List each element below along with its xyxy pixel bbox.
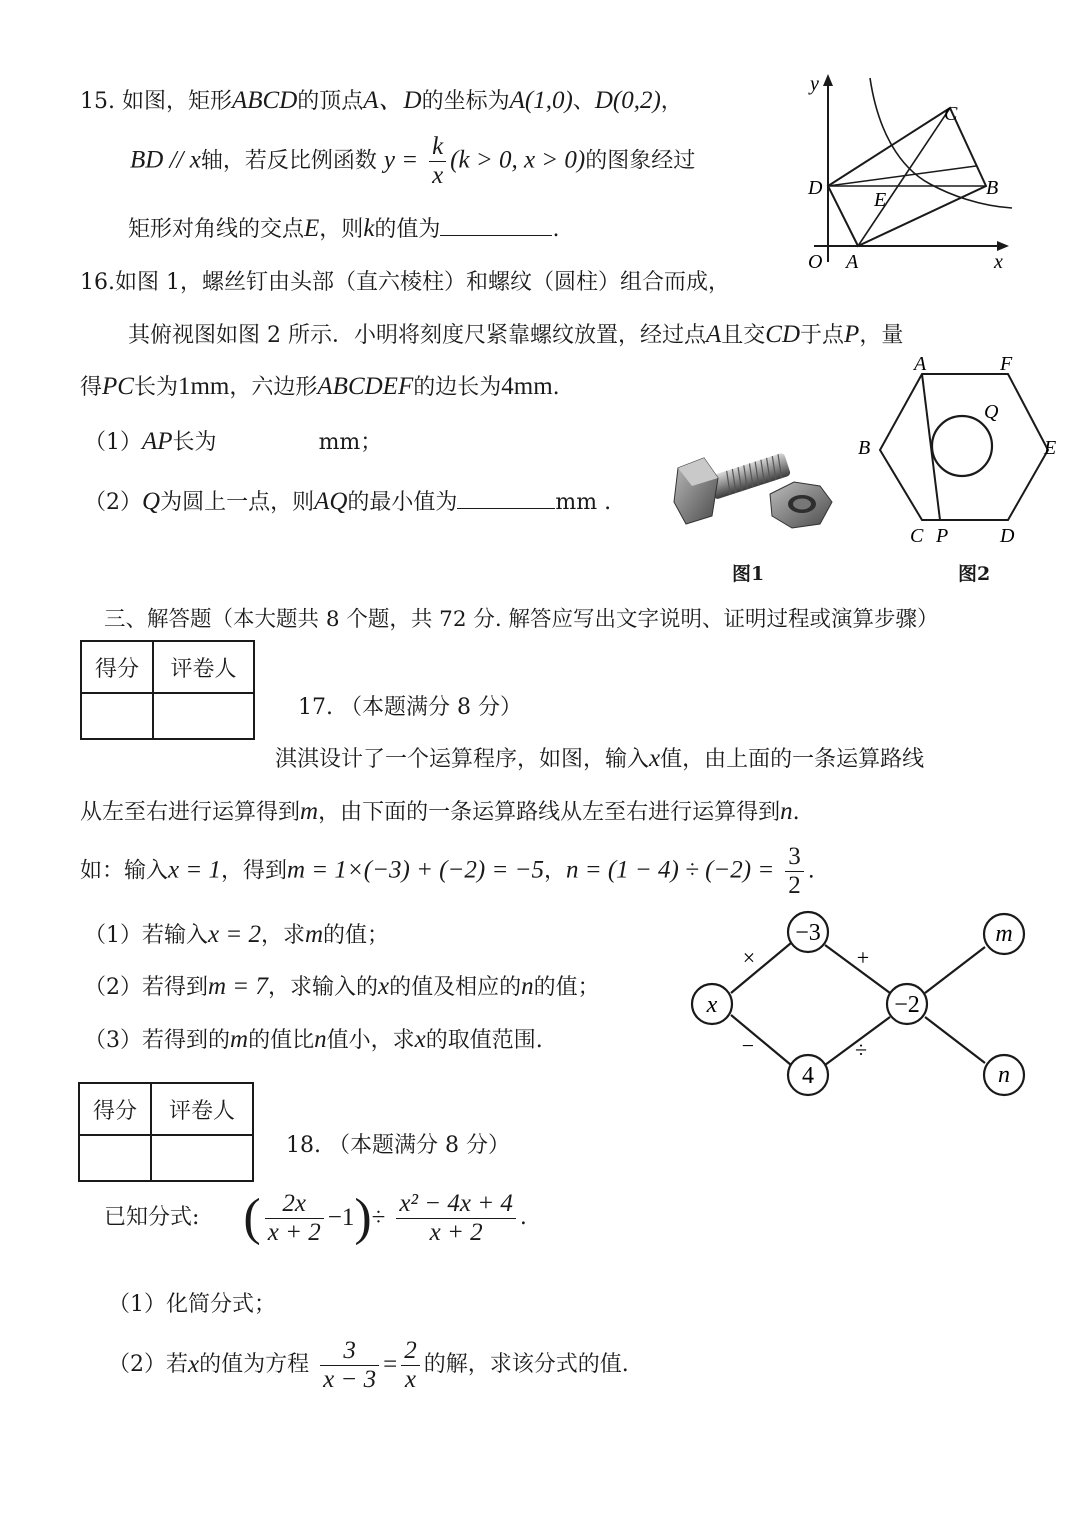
q15-line1: 15. 如图，矩形ABCD的顶点A、D的坐标为A(1,0)、D(0,2)， <box>80 87 683 114</box>
q16-line3: 得PC长为1mm，六边形ABCDEF的边长为4mm. <box>80 373 560 400</box>
y-axis-arrow <box>823 74 833 86</box>
score-box-18 <box>78 1082 254 1182</box>
q18-expression: 已知分式: ( $\frac{2x}{x + 2}$ −1)÷ $\frac{\text{x² − 4x + 4}}{x + 2}$ . <box>104 1189 527 1246</box>
q16-line1: 16.如图 1，螺丝钉由头部（直六棱柱）和螺纹（圆柱）组合而成， <box>80 270 730 295</box>
grader-label: 评卷人 <box>151 1083 253 1135</box>
hex-label-q: Q <box>984 401 999 423</box>
rectangle-abcd <box>828 108 986 246</box>
op-div: ÷ <box>854 1037 868 1062</box>
q18-title: 18. （本题满分 8 分） <box>286 1133 510 1158</box>
fraction-2-over-x: $\frac{2}{x}$ <box>401 1337 420 1394</box>
q18-sub2: （2）若x的值为方程 $\frac{3}{x - 3}$ = $\frac{2}{x}$ 的解，求该分式的值. <box>108 1336 629 1393</box>
q15-line2: BD // x轴，若反比例函数 y = $\frac{k}{x}$ (k > 0, x > 0)的图象经过 <box>130 133 696 189</box>
hexagon-figure <box>850 354 1065 554</box>
q17-sub2: （2）若得到m = 7，求输入的x的值及相应的n的值； <box>84 973 600 1000</box>
label-b: B <box>986 177 999 199</box>
q17-example: 如：输入x = 1，得到m = 1×(−3) + (−2) = −5，n = (1 − 4) ÷ (−2) = $\frac{3}{2}$ . <box>80 843 815 899</box>
answer-blank <box>440 217 552 236</box>
section-heading: 三、解答题（本大题共 8 个题，共 72 分. 解答应写出文字说明、证明过程或演算步骤） <box>104 607 939 632</box>
node-neg2: −2 <box>894 992 920 1018</box>
example-fraction: $\frac{3}{2}$ <box>785 843 804 900</box>
fig2-caption: 图2 <box>958 563 991 585</box>
nut <box>770 482 832 528</box>
score-label: 得分 <box>79 1083 151 1135</box>
bolt-nut-photo <box>670 428 840 540</box>
q15-figure <box>800 72 1020 272</box>
score-cell[interactable] <box>81 693 153 739</box>
node-n: n <box>998 1062 1010 1088</box>
label-x: x <box>994 251 1003 272</box>
q16-sub2: （2）Q为圆上一点，则AQ的最小值为 mm . <box>84 488 612 515</box>
q16-sub1: （1）AP长为 mm； <box>84 428 383 455</box>
fraction-2x-over-x-plus-2: $\frac{2x}{x + 2}$ <box>265 1190 324 1247</box>
grader-cell[interactable] <box>151 1135 253 1181</box>
fraction-3-over-x-minus-3: $\frac{3}{x - 3}$ <box>320 1337 379 1394</box>
answer-blank <box>457 490 555 509</box>
grader-label: 评卷人 <box>153 641 254 693</box>
op-plus: + <box>856 945 870 970</box>
q17-line1: 淇淇设计了一个运算程序，如图，输入x值，由上面的一条运算路线 <box>275 745 925 772</box>
node-m: m <box>995 921 1013 947</box>
label-y: y <box>810 73 819 95</box>
inverse-function-fraction: $\frac{k}{x}$ <box>429 133 446 190</box>
operation-diagram <box>685 905 1040 1100</box>
node-neg3: −3 <box>795 920 821 946</box>
circle-q <box>932 416 992 476</box>
q17-sub3: （3）若得到的m的值比n值小，求x的取值范围. <box>84 1026 543 1053</box>
node-4: 4 <box>802 1063 814 1089</box>
label-a: A <box>846 251 859 272</box>
op-minus: − <box>741 1033 755 1058</box>
hex-label-p: P <box>936 525 949 547</box>
node-x: x <box>706 992 718 1018</box>
hex-label-a: A <box>914 354 927 375</box>
fig1-caption: 图1 <box>732 563 765 585</box>
fraction-x2-minus-4x-plus-4: $\frac{\text{x² − 4x + 4}}{x + 2}$ <box>396 1190 515 1247</box>
hex-label-d: D <box>1000 525 1015 547</box>
score-label: 得分 <box>81 641 153 693</box>
score-cell[interactable] <box>79 1135 151 1181</box>
q17-line2: 从左至右进行运算得到m，由下面的一条运算路线从左至右进行运算得到n. <box>80 798 800 825</box>
label-d: D <box>808 177 823 199</box>
q15-line3: 矩形对角线的交点E，则k的值为 . <box>128 215 560 242</box>
segment-d-to-bc <box>828 166 976 186</box>
op-times: × <box>742 945 756 970</box>
q16-line2: 其俯视图如图 2 所示．小明将刻度尺紧靠螺纹放置，经过点A且交CD于点P，量 <box>128 321 904 348</box>
label-e: E <box>874 189 887 211</box>
hex-label-e: E <box>1044 437 1057 459</box>
q18-sub1: （1）化简分式； <box>108 1292 276 1317</box>
grader-cell[interactable] <box>153 693 254 739</box>
q17-sub1: （1）若输入x = 2，求m的值； <box>84 921 390 948</box>
score-box-17 <box>80 640 255 740</box>
hex-label-b: B <box>858 437 871 459</box>
label-c: C <box>944 103 958 125</box>
hex-label-f: F <box>1000 354 1013 375</box>
x-axis-arrow <box>997 241 1009 251</box>
hexagon-abcdef <box>880 374 1048 520</box>
hex-label-c: C <box>910 525 924 547</box>
label-o: O <box>808 251 823 272</box>
q17-title: 17. （本题满分 8 分） <box>298 695 522 720</box>
